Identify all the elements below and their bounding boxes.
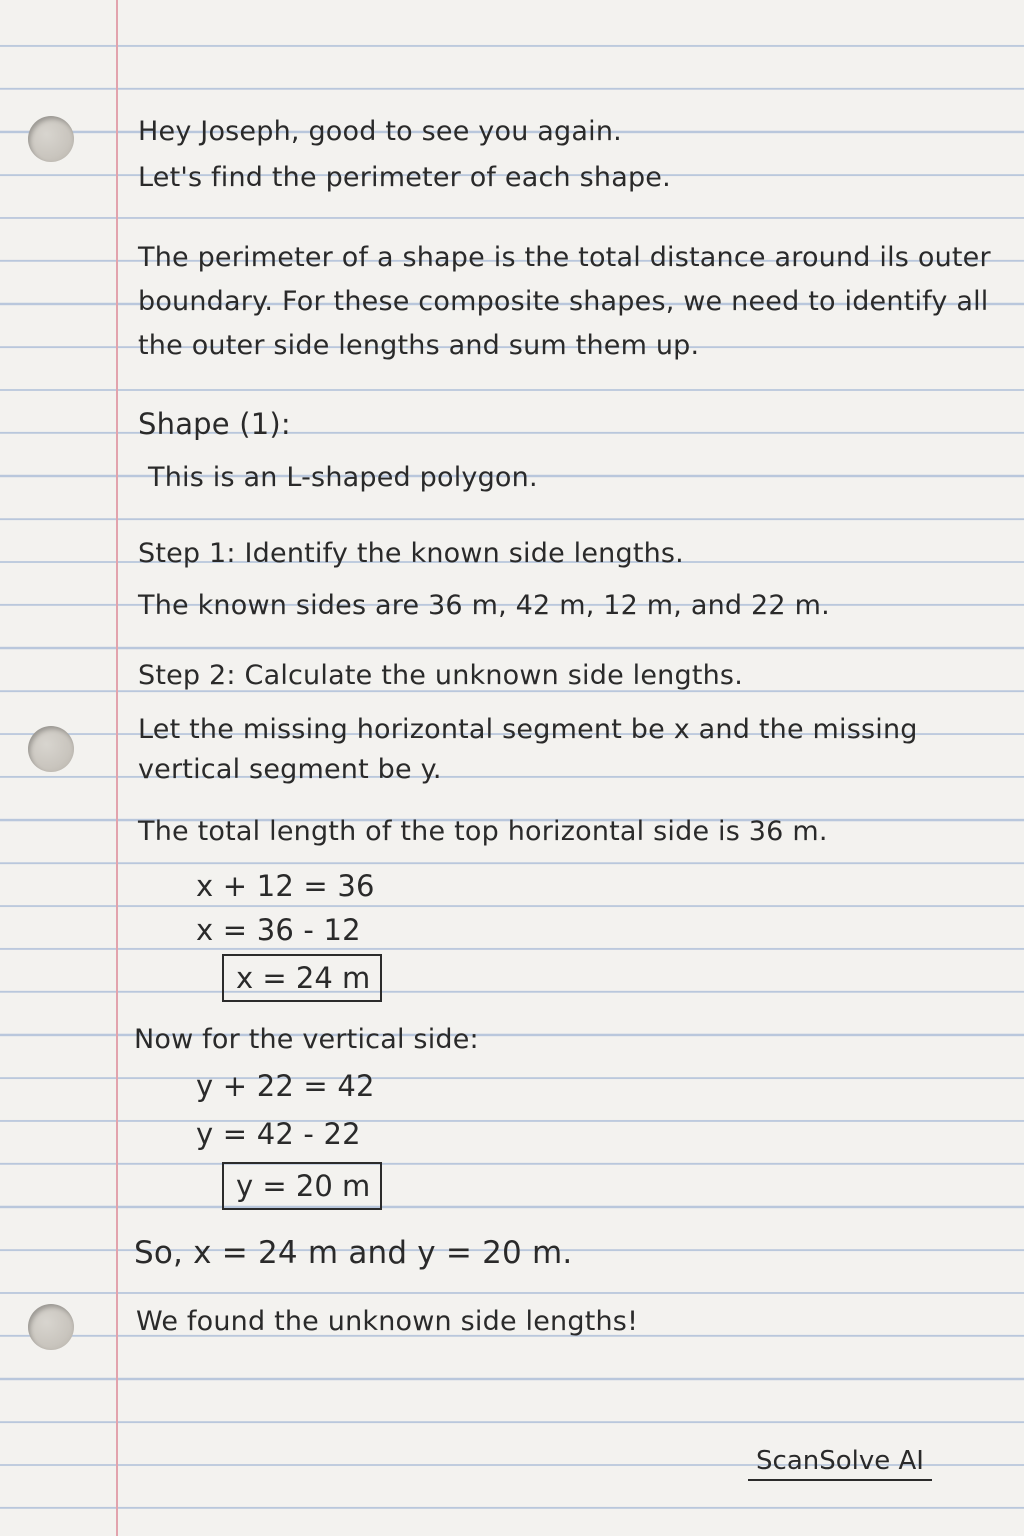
definition-line-3: the outer side lengths and sum them up. [138,330,700,361]
y-solve: y = 42 - 22 [196,1117,361,1151]
step2-text-line-1: Let the missing horizontal segment be x and the missing [138,714,918,745]
y-equation: y + 22 = 42 [196,1069,375,1103]
x-equation: x + 12 = 36 [196,869,375,903]
vertical-intro: Now for the vertical side: [134,1024,479,1055]
binder-hole-top [28,116,74,162]
y-result-box: y = 20 m [222,1162,382,1210]
step2-heading: Step 2: Calculate the unknown side lengths. [138,660,743,691]
binder-hole-middle [28,726,74,772]
step2-text-line-2: vertical segment be y. [138,754,442,785]
closing-line: We found the unknown side lengths! [136,1306,639,1337]
definition-line-2: boundary. For these composite shapes, we need to identify all [138,286,989,317]
intro: Let's find the perimeter of each shape. [138,162,671,193]
signature: ScanSolve AI [748,1446,932,1481]
x-result-box: x = 24 m [222,954,382,1002]
step1-heading: Step 1: Identify the known side lengths. [138,538,684,569]
binder-hole-bottom [28,1304,74,1350]
definition-line-1: The perimeter of a shape is the total distance around ils outer [138,242,991,273]
step1-text: The known sides are 36 m, 42 m, 12 m, and 22 m. [138,590,830,621]
shape-heading: Shape (1): [138,407,291,441]
shape-description: This is an L-shaped polygon. [148,462,538,493]
margin-line [116,0,118,1536]
x-solve: x = 36 - 12 [196,913,361,947]
summary: So, x = 24 m and y = 20 m. [134,1235,573,1271]
top-side-text: The total length of the top horizontal side is 36 m. [138,816,828,847]
greeting: Hey Joseph, good to see you again. [138,116,622,147]
